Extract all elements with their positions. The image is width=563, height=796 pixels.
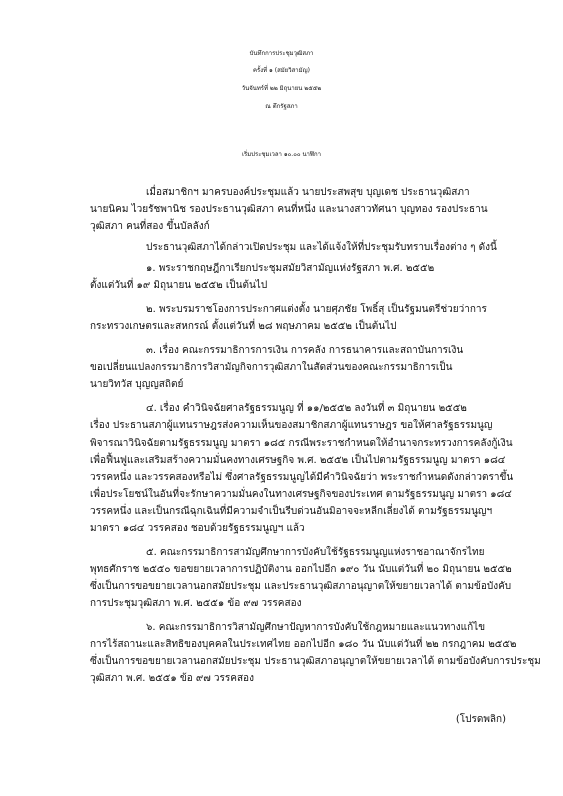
- item-5-line: พุทธศักราช ๒๕๕๐ ขอขยายเวลาการปฏิบัติงาน ออกไปอีก ๑๙๐ วัน นับแต่วันที่ ๒๐ มิถุนายน ๒๕๕๒: [90, 564, 512, 575]
- item-4-line: วรรคหนึ่ง และเป็นกรณีฉุกเฉินที่มีความจำเป็นรีบด่วนอันมิอาจจะหลีกเลี่ยงได้ ตามรัฐธรรมนูญฯ: [90, 506, 493, 517]
- date-line: วันจันทร์ที่ ๒๒ มิถุนายน ๒๕๕๒: [241, 85, 322, 92]
- item-4-line: เพื่อประโยชน์ในอันที่จะรักษาความมั่นคงในทางเศรษฐกิจของประเทศ ตามรัฐธรรมนูญ มาตรา ๑๘๔: [90, 489, 512, 500]
- item-1-line: ๑. พระราชกฤษฎีกาเรียกประชุมสมัยวิสามัญแห่งรัฐสภา พ.ศ. ๒๕๕๒: [146, 263, 435, 274]
- turn-page-note: (โปรดพลิก): [455, 714, 506, 725]
- item-6-line: การไร้สถานะและสิทธิของบุคคลในประเทศไทย ออกไปอีก ๑๘๐ วัน นับแต่วันที่ ๒๒ กรกฎาคม ๒๕๕๒: [90, 639, 517, 650]
- item-4-line: ๔. เรื่อง คำวินิจฉัยศาลรัฐธรรมนูญ ที่ ๑๑/๒๕๕๒ ลงวันที่ ๓ มิถุนายน ๒๕๕๒: [146, 403, 467, 414]
- intro-line: วุฒิสภา คนที่สอง ขึ้นบัลลังก์: [90, 221, 210, 232]
- item-2-line: ๒. พระบรมราชโองการประกาศแต่งตั้ง นายศุภชัย โพธิ์สุ เป็นรัฐมนตรีช่วยว่าการ: [146, 304, 487, 315]
- item-5-line: การประชุมวุฒิสภา พ.ศ. ๒๕๕๑ ข้อ ๙๗ วรรคสอง: [90, 598, 302, 609]
- session-line: ครั้งที่ ๑ (สมัยวิสามัญ): [252, 67, 311, 74]
- item-4-line: เรื่อง ประธานสภาผู้แทนราษฎรส่งความเห็นของสมาชิกสภาผู้แทนราษฎร ขอให้ศาลรัฐธรรมนูญ: [90, 420, 493, 431]
- item-5-line: ซึ่งเป็นการขอขยายเวลานอกสมัยประชุม และประธานวุฒิสภาอนุญาตให้ขยายเวลาได้ ตามข้อบังคับ: [90, 581, 512, 592]
- intro-line: นายนิคม ไวยรัชพานิช รองประธานวุฒิสภา คนที่หนึ่ง และนางสาวทัศนา บุญทอง รองประธาน: [90, 204, 488, 215]
- item-5-line: ๕. คณะกรรมาธิการสามัญศึกษาการบังคับใช้รัฐธรรมนูญแห่งราชอาณาจักรไทย: [146, 547, 485, 558]
- start-time: เริ่มประชุมเวลา ๑๐.๐๐ นาฬิกา: [241, 151, 322, 158]
- item-6-line: ซึ่งเป็นการขอขยายเวลานอกสมัยประชุม ประธานวุฒิสภาอนุญาตให้ขยายเวลาได้ ตามข้อบังคับการประชุม: [90, 656, 541, 667]
- item-4-line: วรรคหนึ่ง และวรรคสองหรือไม่ ซึ่งศาลรัฐธรรมนูญได้มีคำวินิจฉัยว่า พระราชกำหนดดังกล่าวตราขึ้น: [90, 472, 514, 483]
- item-1-line: ตั้งแต่วันที่ ๑๙ มิถุนายน ๒๕๕๒ เป็นต้นไป: [90, 280, 268, 291]
- item-3-line: นายวิทวัส บุญญสถิตย์: [90, 379, 184, 390]
- item-4-line: พิจารณาวินิจฉัยตามรัฐธรรมนูญ มาตรา ๑๘๕ กรณีพระราชกำหนดให้อำนาจกระทรวงการคลังกู้เงิน: [90, 438, 513, 449]
- item-4-line: เพื่อฟื้นฟูและเสริมสร้างความมั่นคงทางเศรษฐกิจ พ.ศ. ๒๕๕๒ เป็นไปตามรัฐธรรมนูญ มาตรา ๑๘๔: [90, 455, 506, 466]
- venue-line: ณ ตึกรัฐสภา: [265, 103, 298, 110]
- intro-line: เมื่อสมาชิกฯ มาครบองค์ประชุมแล้ว นายประสพสุข บุญเดช ประธานวุฒิสภา: [146, 187, 470, 198]
- document-title: บันทึกการประชุมวุฒิสภา: [249, 50, 314, 57]
- item-4-line: มาตรา ๑๘๔ วรรคสอง ชอบด้วยรัฐธรรมนูญฯ แล้ว: [90, 523, 305, 534]
- opening-line: ประธานวุฒิสภาได้กล่าวเปิดประชุม และได้แจ้งให้ที่ประชุมรับทราบเรื่องต่าง ๆ ดังนี้: [146, 242, 497, 253]
- item-6-line: วุฒิสภา พ.ศ. ๒๕๕๑ ข้อ ๙๗ วรรคสอง: [90, 673, 254, 684]
- item-3-line: ขอเปลี่ยนแปลงกรรมาธิการวิสามัญกิจการวุฒิสภาในสัดส่วนของคณะกรรมาธิการเป็น: [90, 362, 453, 373]
- item-6-line: ๖. คณะกรรมาธิการวิสามัญศึกษาปัญหาการบังคับใช้กฎหมายและแนวทางแก้ไข: [146, 622, 486, 633]
- item-2-line: กระทรวงเกษตรและสหกรณ์ ตั้งแต่วันที่ ๒๘ พฤษภาคม ๒๕๕๒ เป็นต้นไป: [90, 321, 397, 332]
- item-3-line: ๓. เรื่อง คณะกรรมาธิการการเงิน การคลัง การธนาคารและสถาบันการเงิน: [146, 345, 464, 356]
